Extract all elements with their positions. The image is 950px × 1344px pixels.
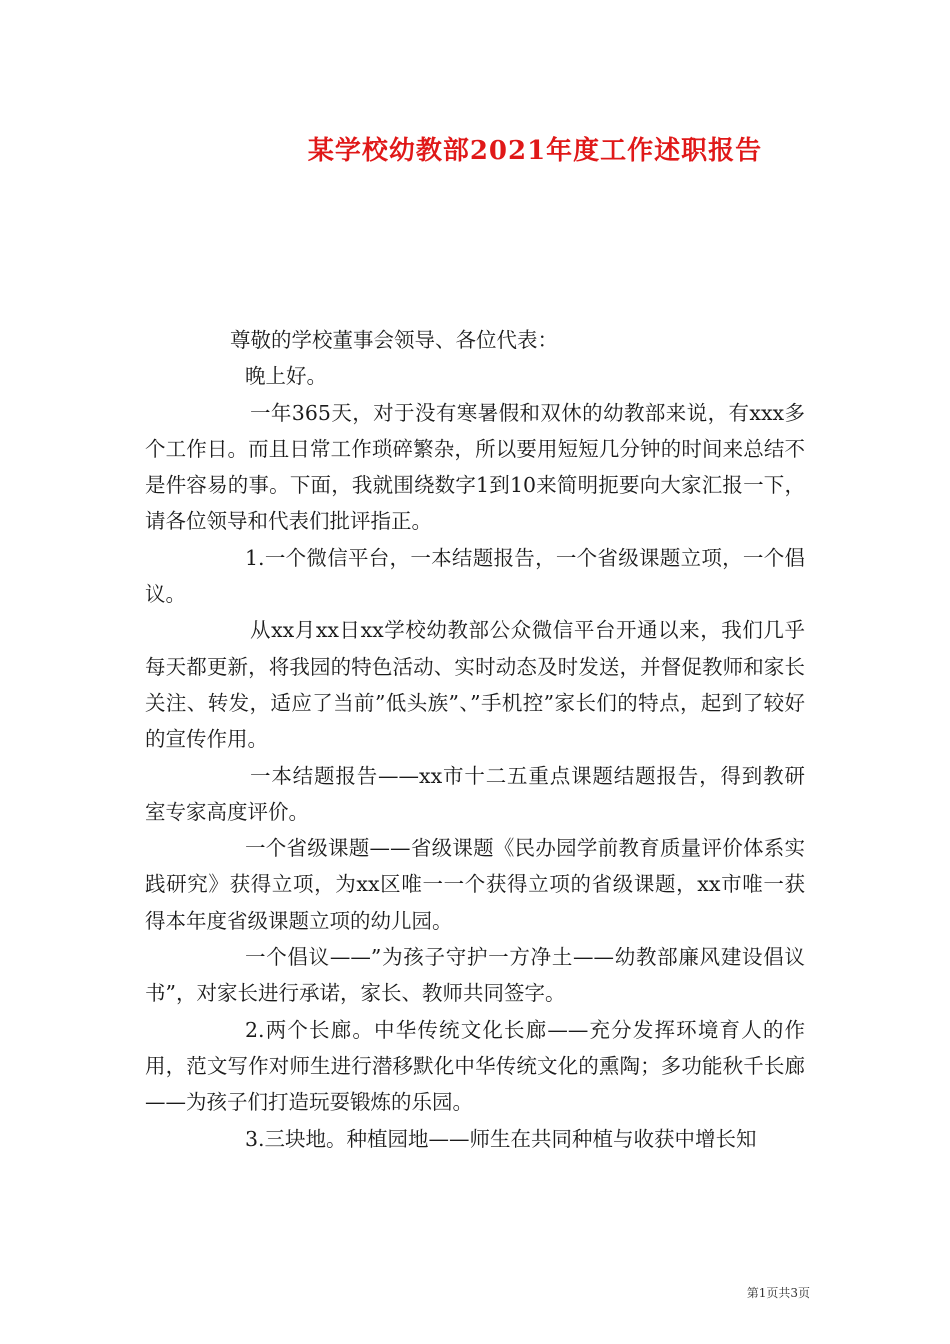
paragraph: 一本结题报告——xx市十二五重点课题结题报告，得到教研室专家高度评价。 (145, 763, 805, 824)
paragraph: 1.一个微信平台，一本结题报告，一个省级课题立项，一个倡议。 (145, 545, 805, 607)
document-title: 某学校幼教部2021年度工作述职报告 (307, 136, 763, 166)
page-number: 第1页共3页 (746, 1286, 810, 1300)
greeting: 晚上好。 (245, 364, 327, 389)
salutation: 尊敬的学校董事会领导、各位代表： (230, 328, 558, 352)
document-body (145, 322, 805, 1157)
paragraph: 一年365天，对于没有寒暑假和双休的幼教部来说，有xxx多个工作日。而且日常工作琐碎繁杂，所以要用短短几分钟的时间来总结不是件容易的事。下面，我就围绕数字1到10来简明扼要向大家汇报一下，请各位领导和代表们批评指正。 (145, 400, 805, 534)
paragraph: 3.三块地。种植园地——师生在共同种植与收获中增长知 (245, 1126, 757, 1151)
paragraph: 从xx月xx日xx学校幼教部公众微信平台开通以来，我们几乎每天都更新，将我园的特色活动、实时动态及时发送，并督促教师和家长关注、转发，适应了当前”低头族”、”手机控”家长们的特点，起到了较好的宣传作用。 (145, 618, 805, 752)
paragraph: 一个倡议——”为孩子守护一方净土——幼教部廉风建设倡议书”，对家长进行承诺，家长、教师共同签字。 (145, 945, 805, 1006)
paragraph: 2.两个长廊。中华传统文化长廊——充分发挥环境育人的作用，范文写作对师生进行潜移默化中华传统文化的熏陶；多功能秋千长廊——为孩子们打造玩耍锻炼的乐园。 (145, 1017, 805, 1115)
paragraph: 一个省级课题——省级课题《民办园学前教育质量评价体系实践研究》获得立项，为xx区唯一一个获得立项的省级课题，xx市唯一获得本年度省级课题立项的幼儿园。 (145, 836, 805, 933)
